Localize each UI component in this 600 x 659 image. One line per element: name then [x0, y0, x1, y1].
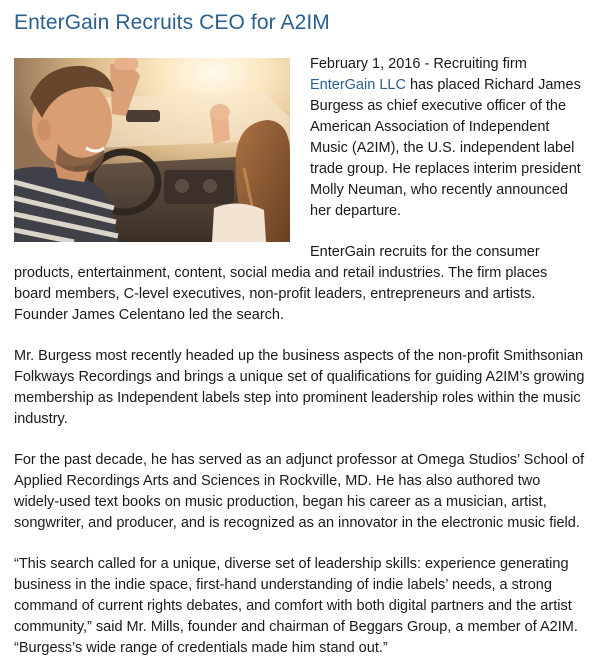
article-title: EnterGain Recruits CEO for A2IM	[14, 11, 330, 34]
paragraph-burgess-background: Mr. Burgess most recently headed up the business aspects of the non-profit Smithsonian Folkways Recordings and brings a unique set of qualifications for guiding A2IM’s growing membership as Independent labels step into prominent leadership roles within the music industry.	[14, 348, 585, 427]
lead-prefix: February 1, 2016 - Recruiting firm	[310, 56, 527, 72]
lead-suffix: has placed Richard James Burgess as chief executive officer of the American Association of Independent Music (A2IM), the U.S. independent label trade group. He replaces interim president Molly Neuman, who recently announced her departure.	[310, 77, 581, 219]
article-photo	[14, 58, 290, 242]
entergain-llc-link[interactable]: EnterGain LLC	[310, 77, 406, 93]
paragraph-entergain-industries: EnterGain recruits for the consumer products, entertainment, content, social media and retail industries. The firm places board members, C-level executives, non-profit leaders, entrepreneurs and artists. Founder James Celentano led the search.	[14, 244, 548, 323]
article	[14, 0, 586, 659]
couple-in-car-image	[14, 58, 290, 242]
paragraph-burgess-professor: For the past decade, he has served as an adjunct professor at Omega Studios’ School of Applied Recordings Arts and Sciences in Rockville, MD. He has also authored two widely-used text books on music production, began his career as a musician, artist, songwriter, and producer, and is recognized as an innovator in the electronic music field.	[14, 452, 585, 531]
paragraph-mills-quote: “This search called for a unique, diverse set of leadership skills: experience generating business in the indie space, first-hand understanding of indie labels’ needs, a strong command of current rights debates, and comfort with both digital partners and the artist community,” said Mr. Mills, founder and chairman of Beggars Group, a member of A2IM. “Burgess’s wide range of credentials made him stand out.”	[14, 556, 578, 656]
